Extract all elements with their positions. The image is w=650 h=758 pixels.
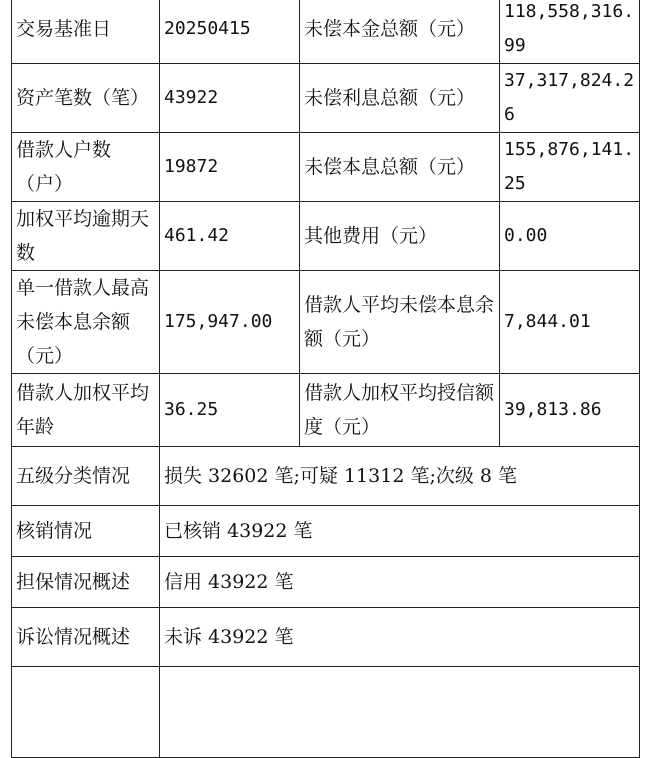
- outstanding-total-label: 未偿本息总额（元）: [300, 133, 500, 202]
- outstanding-total-value: 155,876,141.25: [500, 133, 640, 202]
- five-level-classification-value: 损失 32602 笔;可疑 11312 笔;次级 8 笔: [160, 447, 640, 506]
- outstanding-principal-value: 118,558,316.99: [500, 0, 640, 64]
- avg-borrower-balance-value: 7,844.01: [500, 271, 640, 374]
- table-row: [12, 557, 640, 608]
- table-row: [12, 202, 640, 271]
- table-row: [12, 374, 640, 447]
- guarantee-overview-value: 信用 43922 笔: [160, 557, 640, 608]
- asset-count-value: 43922: [160, 64, 300, 133]
- weighted-avg-credit-limit-value: 39,813.86: [500, 374, 640, 447]
- litigation-overview-value: 未诉 43922 笔: [160, 608, 640, 667]
- guarantee-overview-label: 担保情况概述: [12, 557, 160, 608]
- avg-borrower-balance-label: 借款人平均未偿本息余额（元）: [300, 271, 500, 374]
- outstanding-interest-label: 未偿利息总额（元）: [300, 64, 500, 133]
- table-row: [12, 133, 640, 202]
- table-row: [12, 506, 640, 557]
- five-level-classification-label: 五级分类情况: [12, 447, 160, 506]
- table-row: [12, 667, 640, 758]
- table-row: [12, 0, 640, 64]
- other-fees-label: 其他费用（元）: [300, 202, 500, 271]
- litigation-overview-label: 诉讼情况概述: [12, 608, 160, 667]
- borrower-count-value: 19872: [160, 133, 300, 202]
- trade-base-date-value: 20250415: [160, 0, 300, 64]
- max-single-borrower-balance-value: 175,947.00: [160, 271, 300, 374]
- weighted-avg-credit-limit-label: 借款人加权平均授信额度（元）: [300, 374, 500, 447]
- asset-count-label: 资产笔数（笔）: [12, 64, 160, 133]
- table-row: [12, 447, 640, 506]
- weighted-overdue-days-value: 461.42: [160, 202, 300, 271]
- borrower-count-label: 借款人户数（户）: [12, 133, 160, 202]
- table-row: [12, 608, 640, 667]
- empty-value-cell: [160, 667, 640, 758]
- write-off-label: 核销情况: [12, 506, 160, 557]
- empty-label-cell: [12, 667, 160, 758]
- trade-base-date-label: 交易基准日: [12, 0, 160, 64]
- table-row: [12, 64, 640, 133]
- weighted-overdue-days-label: 加权平均逾期天数: [12, 202, 160, 271]
- other-fees-value: 0.00: [500, 202, 640, 271]
- outstanding-principal-label: 未偿本金总额（元）: [300, 0, 500, 64]
- table-row: [12, 271, 640, 374]
- outstanding-interest-value: 37,317,824.26: [500, 64, 640, 133]
- weighted-avg-age-value: 36.25: [160, 374, 300, 447]
- asset-summary-table: [11, 0, 640, 758]
- max-single-borrower-balance-label: 单一借款人最高未偿本息余额（元）: [12, 271, 160, 374]
- weighted-avg-age-label: 借款人加权平均年龄: [12, 374, 160, 447]
- write-off-value: 已核销 43922 笔: [160, 506, 640, 557]
